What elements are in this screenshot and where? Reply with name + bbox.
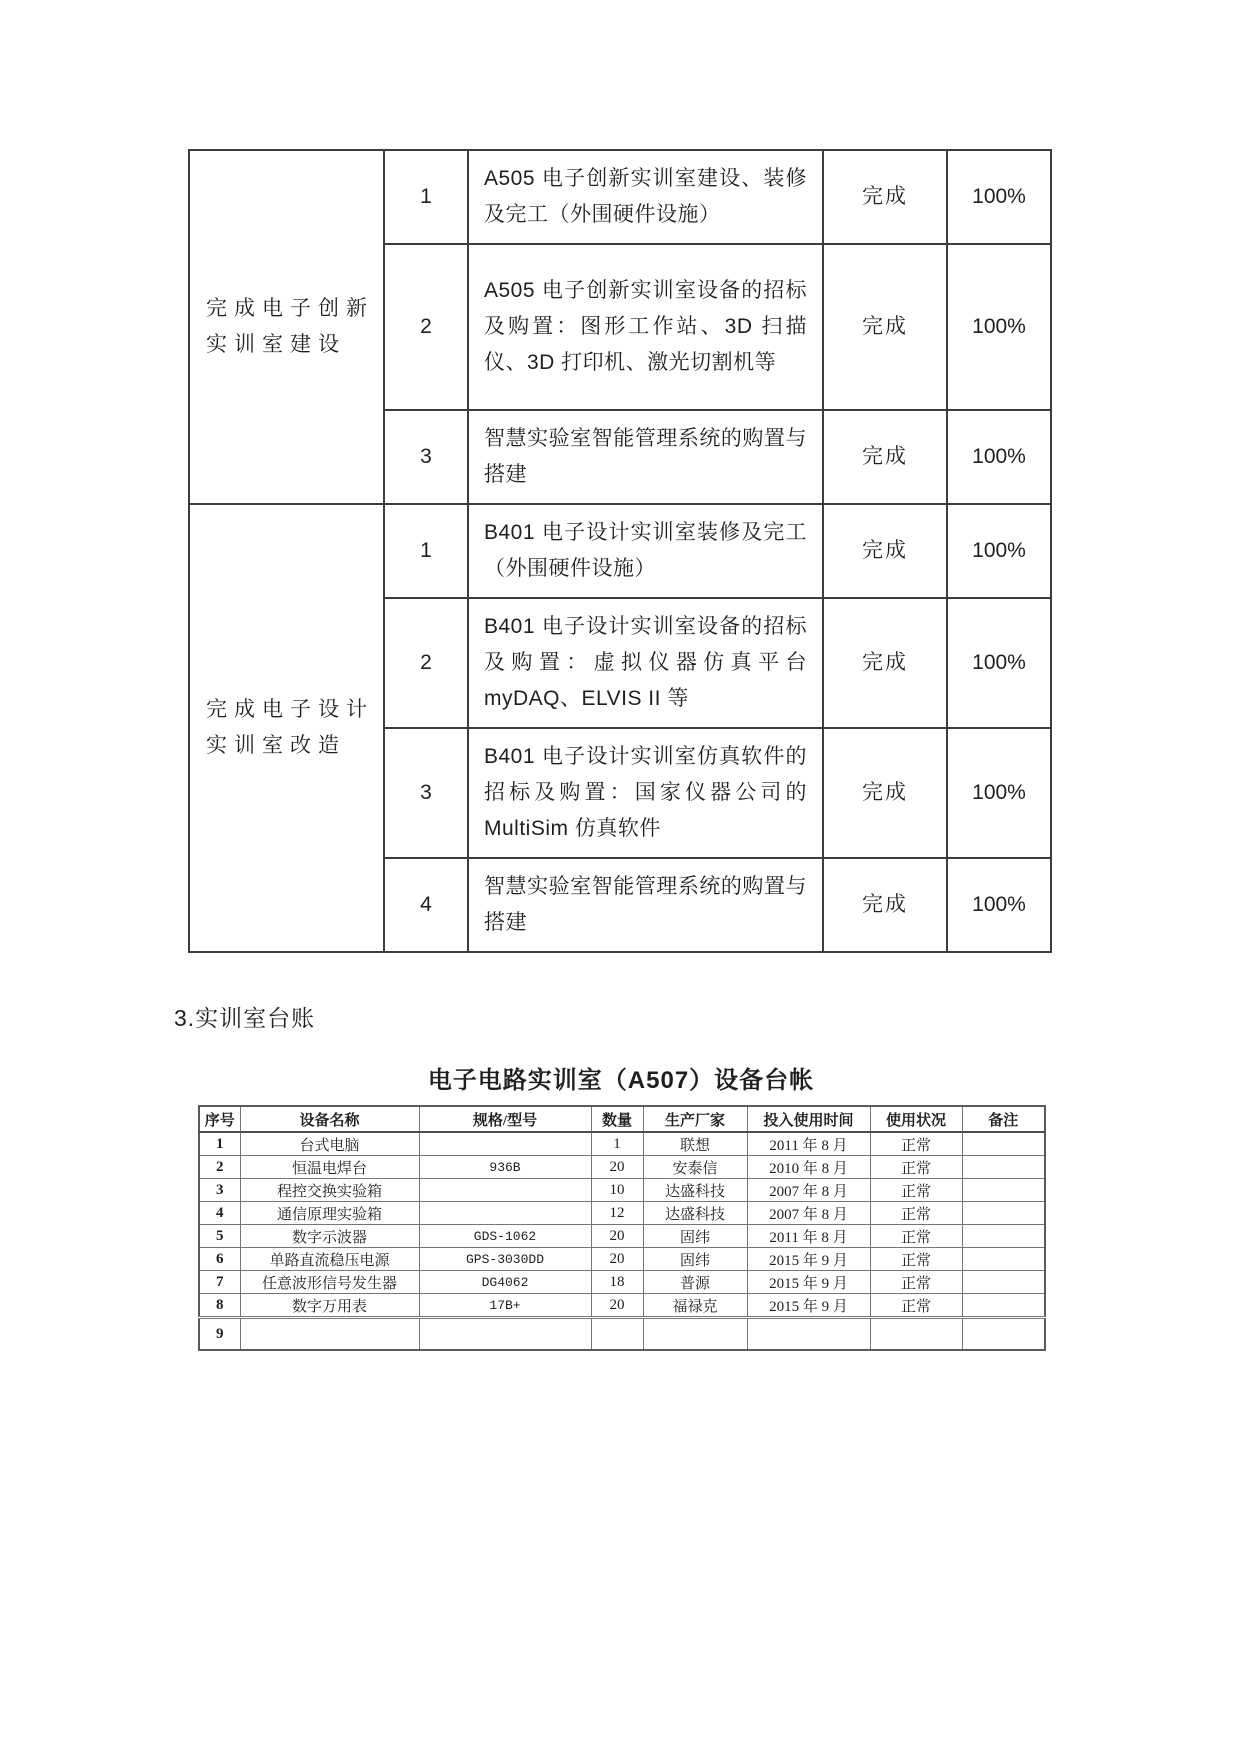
equipment-cell bbox=[419, 1318, 591, 1351]
row-number-cell: 2 bbox=[384, 244, 468, 410]
category-cell: 完成电子创新实训室建设 bbox=[189, 150, 384, 504]
equipment-cell bbox=[419, 1202, 591, 1225]
equipment-cell: 12 bbox=[591, 1202, 643, 1225]
row-number-cell: 4 bbox=[384, 858, 468, 952]
equipment-header-cell: 设备名称 bbox=[240, 1106, 419, 1132]
equipment-header-cell: 规格/型号 bbox=[419, 1106, 591, 1132]
equipment-header-row bbox=[199, 1106, 1045, 1132]
equipment-cell: 3 bbox=[199, 1179, 240, 1202]
equipment-cell: 固纬 bbox=[643, 1225, 747, 1248]
equipment-cell: GDS-1062 bbox=[419, 1225, 591, 1248]
equipment-cell: 1 bbox=[591, 1132, 643, 1156]
status-cell: 完成 bbox=[823, 598, 947, 728]
equipment-cell: 程控交换实验箱 bbox=[240, 1179, 419, 1202]
equipment-cell bbox=[962, 1318, 1045, 1351]
equipment-cell: 20 bbox=[591, 1156, 643, 1179]
equipment-cell: 2007 年 8 月 bbox=[747, 1179, 870, 1202]
equipment-cell: 20 bbox=[591, 1248, 643, 1271]
equipment-cell bbox=[419, 1132, 591, 1156]
equipment-cell: 2007 年 8 月 bbox=[747, 1202, 870, 1225]
equipment-cell: 普源 bbox=[643, 1271, 747, 1294]
equipment-header-cell: 序号 bbox=[199, 1106, 240, 1132]
equipment-cell: 17B+ bbox=[419, 1294, 591, 1318]
equipment-cell: 4 bbox=[199, 1202, 240, 1225]
equipment-row bbox=[199, 1156, 1045, 1179]
equipment-cell: 任意波形信号发生器 bbox=[240, 1271, 419, 1294]
equipment-cell: DG4062 bbox=[419, 1271, 591, 1294]
equipment-cell: 正常 bbox=[870, 1132, 962, 1156]
equipment-cell: 正常 bbox=[870, 1225, 962, 1248]
row-number-cell: 1 bbox=[384, 150, 468, 244]
equipment-cell: 正常 bbox=[870, 1156, 962, 1179]
category-cell: 完成电子设计实训室改造 bbox=[189, 504, 384, 952]
equipment-cell: 数字示波器 bbox=[240, 1225, 419, 1248]
equipment-cell bbox=[962, 1202, 1045, 1225]
equipment-cell bbox=[962, 1179, 1045, 1202]
equipment-cell: 2 bbox=[199, 1156, 240, 1179]
equipment-cell bbox=[419, 1179, 591, 1202]
equipment-cell bbox=[962, 1248, 1045, 1271]
equipment-cell: 正常 bbox=[870, 1202, 962, 1225]
equipment-header-cell: 使用状况 bbox=[870, 1106, 962, 1132]
equipment-cell: 正常 bbox=[870, 1294, 962, 1318]
equipment-cell: 2011 年 8 月 bbox=[747, 1225, 870, 1248]
task-cell: A505 电子创新实训室设备的招标及购置：图形工作站、3D 扫描仪、3D 打印机、激光切割机等 bbox=[468, 244, 823, 410]
status-cell: 完成 bbox=[823, 858, 947, 952]
section-heading: 3.实训室台账 bbox=[174, 1005, 316, 1031]
status-cell: 完成 bbox=[823, 504, 947, 598]
equipment-header-cell: 备注 bbox=[962, 1106, 1045, 1132]
percent-cell: 100% bbox=[947, 858, 1051, 952]
equipment-cell bbox=[962, 1271, 1045, 1294]
progress-row bbox=[189, 150, 1051, 244]
equipment-cell bbox=[962, 1294, 1045, 1318]
equipment-cell bbox=[962, 1156, 1045, 1179]
equipment-row bbox=[199, 1202, 1045, 1225]
task-cell: B401 电子设计实训室仿真软件的招标及购置：国家仪器公司的 MultiSim 仿真软件 bbox=[468, 728, 823, 858]
task-cell: 智慧实验室智能管理系统的购置与搭建 bbox=[468, 858, 823, 952]
equipment-row bbox=[199, 1132, 1045, 1156]
equipment-cell: 正常 bbox=[870, 1179, 962, 1202]
equipment-table-title: 电子电路实训室（A507）设备台帐 bbox=[427, 1067, 815, 1094]
percent-cell: 100% bbox=[947, 150, 1051, 244]
equipment-cell: 9 bbox=[199, 1318, 240, 1351]
equipment-cell: 20 bbox=[591, 1294, 643, 1318]
row-number-cell: 3 bbox=[384, 728, 468, 858]
equipment-cell: 2015 年 9 月 bbox=[747, 1294, 870, 1318]
equipment-row bbox=[199, 1318, 1045, 1351]
task-cell: B401 电子设计实训室设备的招标及购置：虚拟仪器仿真平台 myDAQ、ELVIS II 等 bbox=[468, 598, 823, 728]
equipment-cell: 7 bbox=[199, 1271, 240, 1294]
status-cell: 完成 bbox=[823, 244, 947, 410]
equipment-row bbox=[199, 1294, 1045, 1318]
row-number-cell: 1 bbox=[384, 504, 468, 598]
row-number-cell: 2 bbox=[384, 598, 468, 728]
progress-table bbox=[188, 149, 1052, 953]
percent-cell: 100% bbox=[947, 598, 1051, 728]
equipment-cell: 5 bbox=[199, 1225, 240, 1248]
task-cell: A505 电子创新实训室建设、装修及完工（外围硬件设施） bbox=[468, 150, 823, 244]
percent-cell: 100% bbox=[947, 504, 1051, 598]
equipment-cell: 正常 bbox=[870, 1271, 962, 1294]
percent-cell: 100% bbox=[947, 728, 1051, 858]
status-cell: 完成 bbox=[823, 728, 947, 858]
equipment-cell: 6 bbox=[199, 1248, 240, 1271]
equipment-cell: 福禄克 bbox=[643, 1294, 747, 1318]
equipment-cell: 恒温电焊台 bbox=[240, 1156, 419, 1179]
equipment-cell bbox=[870, 1318, 962, 1351]
equipment-cell: 8 bbox=[199, 1294, 240, 1318]
equipment-row bbox=[199, 1248, 1045, 1271]
equipment-cell: 2015 年 9 月 bbox=[747, 1248, 870, 1271]
equipment-cell: 18 bbox=[591, 1271, 643, 1294]
equipment-cell: 达盛科技 bbox=[643, 1179, 747, 1202]
equipment-cell bbox=[591, 1318, 643, 1351]
equipment-cell: 联想 bbox=[643, 1132, 747, 1156]
equipment-cell: 安泰信 bbox=[643, 1156, 747, 1179]
equipment-cell: 数字万用表 bbox=[240, 1294, 419, 1318]
progress-row bbox=[189, 504, 1051, 598]
equipment-cell bbox=[962, 1132, 1045, 1156]
equipment-header-cell: 数量 bbox=[591, 1106, 643, 1132]
equipment-cell: 固纬 bbox=[643, 1248, 747, 1271]
status-cell: 完成 bbox=[823, 410, 947, 504]
equipment-cell: 通信原理实验箱 bbox=[240, 1202, 419, 1225]
task-cell: 智慧实验室智能管理系统的购置与搭建 bbox=[468, 410, 823, 504]
status-cell: 完成 bbox=[823, 150, 947, 244]
equipment-cell: 正常 bbox=[870, 1248, 962, 1271]
equipment-header-cell: 生产厂家 bbox=[643, 1106, 747, 1132]
equipment-cell: 1 bbox=[199, 1132, 240, 1156]
equipment-header-cell: 投入使用时间 bbox=[747, 1106, 870, 1132]
row-number-cell: 3 bbox=[384, 410, 468, 504]
equipment-cell bbox=[962, 1225, 1045, 1248]
equipment-cell: 2010 年 8 月 bbox=[747, 1156, 870, 1179]
equipment-row bbox=[199, 1225, 1045, 1248]
equipment-cell: 达盛科技 bbox=[643, 1202, 747, 1225]
equipment-cell: 2011 年 8 月 bbox=[747, 1132, 870, 1156]
equipment-cell bbox=[747, 1318, 870, 1351]
percent-cell: 100% bbox=[947, 410, 1051, 504]
equipment-cell bbox=[240, 1318, 419, 1351]
equipment-cell: 10 bbox=[591, 1179, 643, 1202]
equipment-cell: 单路直流稳压电源 bbox=[240, 1248, 419, 1271]
equipment-cell: 936B bbox=[419, 1156, 591, 1179]
equipment-row bbox=[199, 1179, 1045, 1202]
equipment-table bbox=[198, 1105, 1046, 1351]
equipment-cell: GPS-3030DD bbox=[419, 1248, 591, 1271]
percent-cell: 100% bbox=[947, 244, 1051, 410]
equipment-cell bbox=[643, 1318, 747, 1351]
equipment-cell: 2015 年 9 月 bbox=[747, 1271, 870, 1294]
equipment-row bbox=[199, 1271, 1045, 1294]
equipment-cell: 台式电脑 bbox=[240, 1132, 419, 1156]
task-cell: B401 电子设计实训室装修及完工（外围硬件设施） bbox=[468, 504, 823, 598]
equipment-cell: 20 bbox=[591, 1225, 643, 1248]
